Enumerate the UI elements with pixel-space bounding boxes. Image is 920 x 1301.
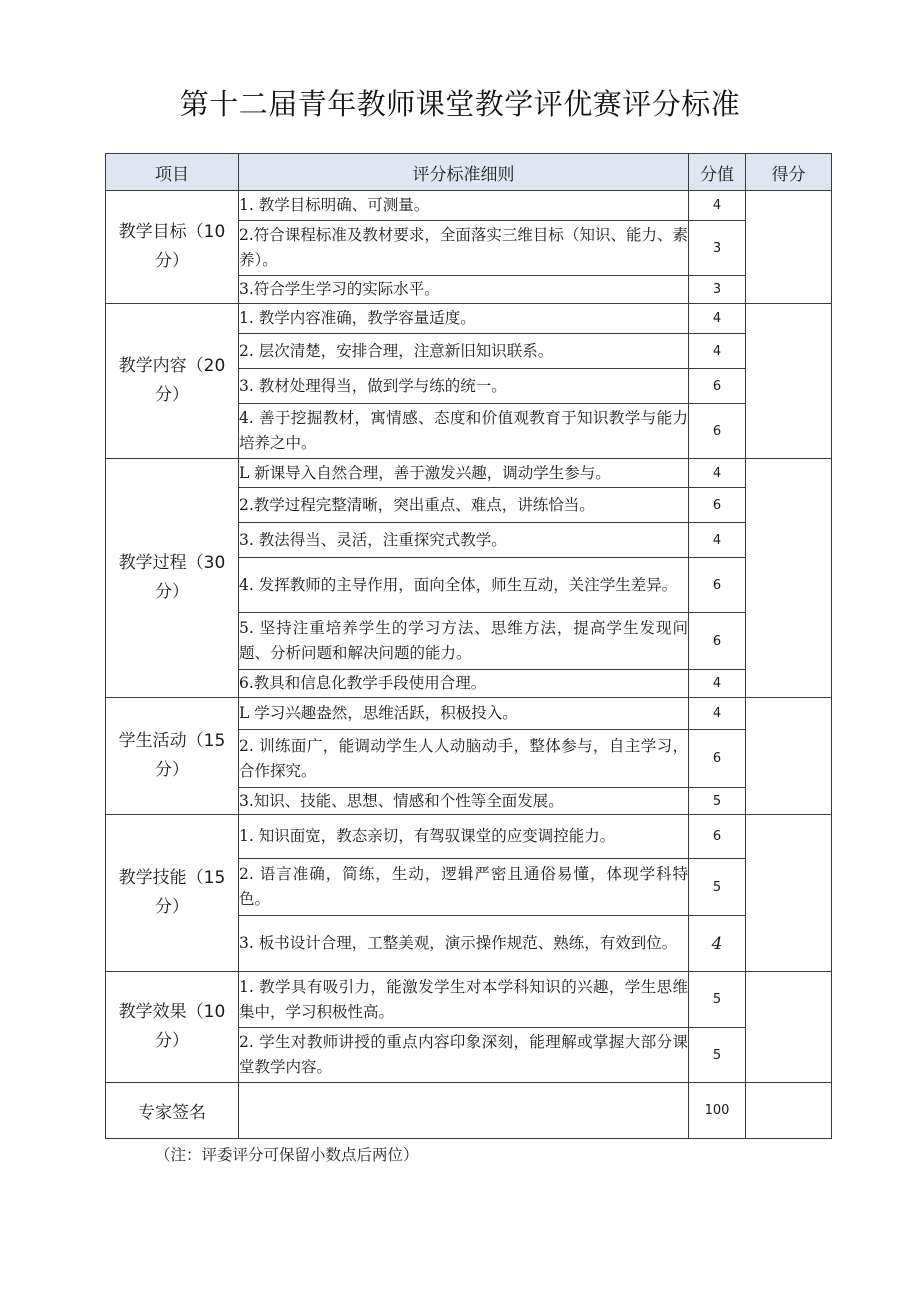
- value-cell: 4: [689, 191, 746, 221]
- signature-row: [106, 1083, 832, 1139]
- value-cell: 6: [689, 815, 746, 859]
- header-criteria: 评分标准细则: [239, 154, 689, 191]
- criterion-cell: L 新课导入自然合理，善于激发兴趣，调动学生参与。: [239, 459, 689, 488]
- criterion-cell: 3. 教法得当、灵活，注重探究式教学。: [239, 523, 689, 558]
- category-cell: 教学过程（30分）: [106, 459, 239, 698]
- criterion-cell: 2.教学过程完整清晰，突出重点、难点，讲练恰当。: [239, 488, 689, 523]
- value-cell: 6: [689, 558, 746, 613]
- page-title: 第十二届青年教师课堂教学评优赛评分标准: [179, 87, 741, 121]
- criterion-cell: 6.教具和信息化教学手段使用合理。: [239, 670, 689, 698]
- criterion-cell: 2. 学生对教师讲授的重点内容印象深刻，能理解或掌握大部分课堂教学内容。: [239, 1028, 689, 1083]
- value-cell: 4: [689, 670, 746, 698]
- value-cell: 6: [689, 730, 746, 788]
- table-row: [106, 815, 832, 859]
- score-input-cell[interactable]: [746, 815, 832, 972]
- criterion-cell: L 学习兴趣盎然，思维活跃，积极投入。: [239, 698, 689, 730]
- score-input-cell[interactable]: [746, 972, 832, 1083]
- table-row: [106, 191, 832, 221]
- score-input-cell[interactable]: [746, 191, 832, 304]
- criterion-cell: 1. 教学目标明确、可测量。: [239, 191, 689, 221]
- table-row: [106, 972, 832, 1028]
- signature-label: 专家签名: [106, 1083, 239, 1139]
- footnote: （注：评委评分可保留小数点后两位）: [155, 1146, 419, 1164]
- score-input-cell[interactable]: [746, 304, 832, 459]
- value-cell: 3: [689, 276, 746, 304]
- total-value: 100: [689, 1083, 746, 1139]
- criterion-cell: 1. 教学内容准确，教学容量适度。: [239, 304, 689, 334]
- criterion-cell: 1. 知识面宽，教态亲切，有驾驭课堂的应变调控能力。: [239, 815, 689, 859]
- score-input-cell[interactable]: [746, 698, 832, 815]
- value-cell: 3: [689, 221, 746, 276]
- value-cell: 6: [689, 369, 746, 404]
- value-cell: 5: [689, 788, 746, 815]
- table-header-row: [106, 154, 832, 191]
- value-cell: 4: [689, 459, 746, 488]
- table-row: [106, 304, 832, 334]
- header-item: 项目: [106, 154, 239, 191]
- criterion-cell: 4. 发挥教师的主导作用，面向全体，师生互动，关注学生差异。: [239, 558, 689, 613]
- criterion-cell: 3. 板书设计合理，工整美观，演示操作规范、熟练，有效到位。: [239, 916, 689, 972]
- value-cell: 4: [689, 334, 746, 369]
- criterion-cell: 3.知识、技能、思想、情感和个性等全面发展。: [239, 788, 689, 815]
- value-cell: 4: [689, 523, 746, 558]
- value-cell: 6: [689, 488, 746, 523]
- value-cell: 4: [689, 304, 746, 334]
- criterion-cell: 4. 善于挖掘教材，寓情感、态度和价值观教育于知识教学与能力培养之中。: [239, 404, 689, 459]
- value-cell: 4: [689, 916, 746, 972]
- header-value: 分值: [689, 154, 746, 191]
- criterion-cell: 2.符合课程标准及教材要求，全面落实三维目标（知识、能力、素养）。: [239, 221, 689, 276]
- total-score-cell[interactable]: [746, 1083, 832, 1139]
- value-cell: 6: [689, 613, 746, 670]
- category-cell: 教学技能（15分）: [106, 815, 239, 972]
- criterion-cell: 2. 训练面广，能调动学生人人动脑动手，整体参与，自主学习，合作探究。: [239, 730, 689, 788]
- signature-field[interactable]: [239, 1083, 689, 1139]
- scoring-table: [105, 153, 832, 1139]
- header-score: 得分: [746, 154, 832, 191]
- category-cell: 教学效果（10分）: [106, 972, 239, 1083]
- value-cell: 5: [689, 859, 746, 916]
- criterion-cell: 1. 教学具有吸引力，能激发学生对本学科知识的兴趣，学生思维集中，学习积极性高。: [239, 972, 689, 1028]
- criterion-cell: 3.符合学生学习的实际水平。: [239, 276, 689, 304]
- value-cell: 5: [689, 972, 746, 1028]
- value-cell: 6: [689, 404, 746, 459]
- category-cell: 教学目标（10分）: [106, 191, 239, 304]
- criterion-cell: 5. 坚持注重培养学生的学习方法、思维方法，提高学生发现问题、分析问题和解决问题的能力。: [239, 613, 689, 670]
- table-row: [106, 459, 832, 488]
- table-row: [106, 698, 832, 730]
- category-cell: 学生活动（15分）: [106, 698, 239, 815]
- criterion-cell: 2. 语言准确，简练，生动，逻辑严密且通俗易懂，体现学科特色。: [239, 859, 689, 916]
- value-cell: 5: [689, 1028, 746, 1083]
- score-input-cell[interactable]: [746, 459, 832, 698]
- criterion-cell: 3. 教材处理得当，做到学与练的统一。: [239, 369, 689, 404]
- criterion-cell: 2. 层次清楚，安排合理，注意新旧知识联系。: [239, 334, 689, 369]
- category-cell: 教学内容（20分）: [106, 304, 239, 459]
- value-cell: 4: [689, 698, 746, 730]
